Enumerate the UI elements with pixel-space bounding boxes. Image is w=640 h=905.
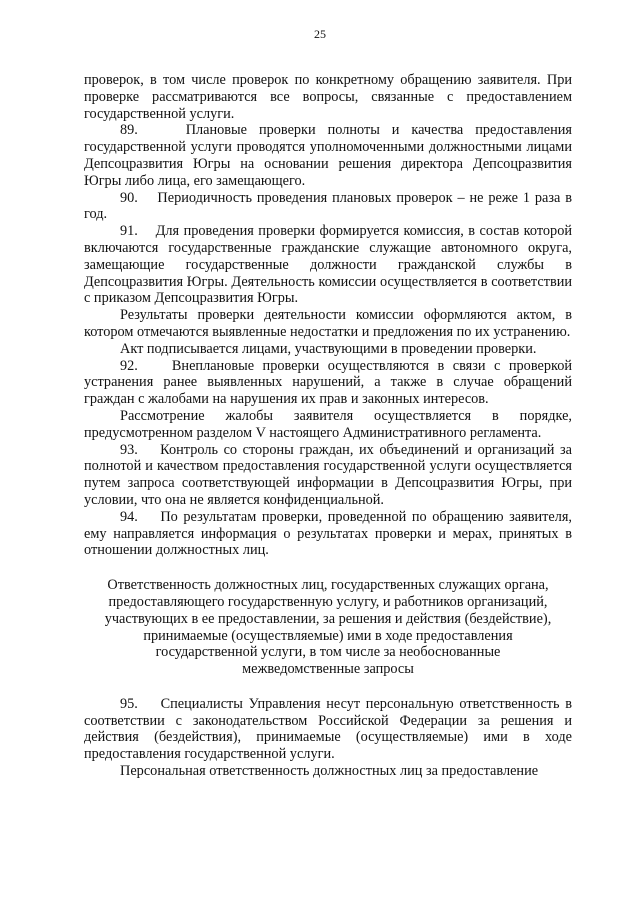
paragraph-personal-responsibility: Персональная ответственность должностных лиц за предоставление [120, 763, 539, 780]
paragraph-results: Результаты проверки деятельности комиссии оформляются актом, в котором отмечаются выявленные недостатки и предложения по их устранению. [84, 307, 572, 340]
paragraph-complaint: Рассмотрение жалобы заявителя осуществляется в порядке, предусмотренном разделом V настоящего Административного регламента. [84, 407, 572, 441]
paragraph-act: Акт подписывается лицами, участвующими в проведении проверки. [120, 340, 537, 357]
page-content [84, 72, 572, 780]
section-heading-line: предоставляющего государственную услугу, и работников организаций, [108, 593, 548, 610]
section-heading-line: участвующих в ее предоставлении, за решения и действия (бездействие), [104, 610, 552, 627]
section-heading-line: межведомственные запросы [242, 661, 414, 678]
section-heading [84, 577, 572, 678]
paragraph-95: 95. Специалисты Управления несут персональную ответственность в соответствии с законодательством Российской Федерации за решения и действия (бездействия), принимаемые (осуществляемые) ими в ходе предоставления государственной услуги. [84, 695, 572, 763]
paragraph-93: 93. Контроль со стороны граждан, их объединений и организаций за полнотой и качеством предоставления государственной услуги осуществляется путем запроса соответствующей информации в Депсоцразвития Югры, при условии, что она не является конфиденциальной. [84, 441, 572, 508]
section-heading-line: государственной услуги, в том числе за необоснованные [155, 644, 501, 661]
paragraph-89: 89. Плановые проверки полноты и качества предоставления государственной услуги проводятся уполномоченными должностными лицами Депсоцразвития Югры на основании решения директора Депсоцразвития Югры либо лица, его замещающего. [84, 122, 572, 189]
section-heading-line: принимаемые (осуществляемые) ими в ходе предоставления [143, 627, 513, 644]
section-heading-line: Ответственность должностных лиц, государственных служащих органа, [107, 577, 549, 594]
paragraph-91: 91. Для проведения проверки формируется комиссия, в состав которой включаются государственные гражданские служащие автономного округа, замещающие государственные должности гражданской службы в Депсоцразвития Югры. Деятельность комиссии осуществляется в соответствии с приказом Депсоцразвития Югры. [84, 223, 572, 307]
paragraph-92: 92. Внеплановые проверки осуществляются в связи с проверкой устранения ранее выявленных нарушений, а также в случае обращений граждан с жалобами на нарушения их прав и законных интересов. [84, 357, 572, 408]
paragraph-90: 90. Периодичность проведения плановых проверок – не реже 1 раза в год. [84, 189, 572, 223]
paragraph-continuation: проверок, в том числе проверок по конкретному обращению заявителя. При проверке рассматриваются все вопросы, связанные с предоставлением государственной услуги. [84, 72, 572, 122]
paragraph-94: 94. По результатам проверки, проведенной по обращению заявителя, ему направляется информация о результатах проверки и мерах, принятых в отношении должностных лиц. [84, 508, 572, 559]
page-number: 25 [314, 27, 326, 41]
